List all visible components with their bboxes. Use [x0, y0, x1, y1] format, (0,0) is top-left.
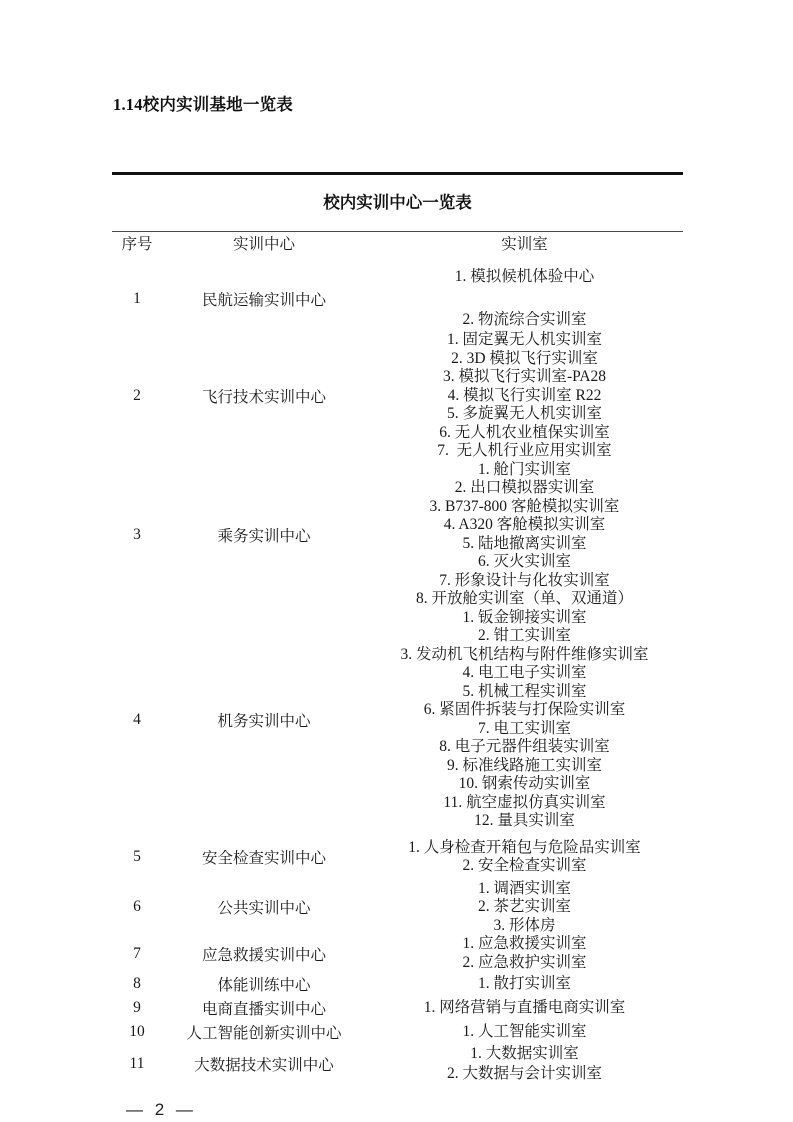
center-name: 安全检查实训中心 — [201, 850, 326, 867]
room-item: 10. 钢索传动实训室 — [458, 775, 591, 792]
room-item: 2. 物流综合实训室 — [462, 310, 587, 328]
room-item: 1. 人身检查开箱包与危险品实训室 — [408, 838, 641, 856]
table-row — [112, 609, 683, 831]
rooms-cell — [366, 1044, 683, 1084]
room-item: 2. 茶艺实训室 — [477, 898, 571, 915]
center-name: 公共实训中心 — [217, 900, 311, 918]
center-name: 飞行技术实训中心 — [201, 388, 326, 406]
center-name: 电商直播实训中心 — [201, 1001, 326, 1018]
rooms-cell — [366, 609, 683, 831]
row-number: 3 — [133, 525, 141, 543]
table-row — [112, 996, 683, 1020]
rooms-cell — [366, 331, 683, 461]
room-item: 1. 舱门实训室 — [477, 460, 571, 478]
room-item: 1. 散打实训室 — [477, 974, 571, 992]
page-number: — 2 — — [126, 1100, 193, 1119]
column-header-no: 序号 — [121, 236, 153, 253]
room-item: 7. 形象设计与化妆实训室 — [439, 571, 610, 589]
row-number: 1 — [133, 289, 141, 307]
table-row — [112, 461, 683, 609]
room-item: 5. 多旋翼无人机实训室 — [446, 405, 602, 422]
room-item: 11. 航空虚拟仿真实训室 — [443, 793, 606, 811]
room-item: 3. 模拟飞行实训室-PA28 — [442, 368, 607, 385]
room-item: 1. 钣金铆接实训室 — [462, 608, 587, 626]
rooms-cell — [366, 1020, 683, 1044]
room-item: 7. 无人机行业应用实训室 — [437, 442, 612, 459]
center-name: 人工智能创新实训中心 — [186, 1025, 342, 1042]
room-item: 8. 电子元器件组装实训室 — [439, 738, 610, 755]
center-name: 应急救援实训中心 — [201, 946, 326, 964]
center-name: 大数据技术实训中心 — [194, 1057, 334, 1074]
room-item: 1. 调酒实训室 — [477, 879, 571, 897]
room-item: 3. 形体房 — [493, 916, 556, 934]
row-number: 6 — [133, 898, 141, 916]
table-title: 校内实训中心一览表 — [112, 172, 683, 232]
room-item: 2. 钳工实训室 — [477, 627, 571, 644]
table-header-row — [112, 232, 683, 254]
table-row — [112, 972, 683, 996]
room-item: 5. 机械工程实训室 — [462, 682, 587, 700]
room-item: 1. 网络营销与直播电商实训室 — [423, 998, 626, 1016]
room-item: 2. 应急救护实训室 — [462, 953, 587, 971]
row-number: 5 — [133, 848, 141, 865]
table-row — [112, 331, 683, 461]
room-item: 12. 量具实训室 — [474, 812, 575, 829]
rooms-cell — [366, 996, 683, 1020]
room-item: 2. 大数据与会计实训室 — [446, 1065, 602, 1082]
room-item: 1. 固定翼无人机实训室 — [446, 331, 602, 348]
rooms-cell — [366, 461, 683, 609]
room-item: 9. 标准线路施工实训室 — [446, 756, 602, 774]
table-row — [112, 935, 683, 972]
room-item: 1. 人工智能实训室 — [462, 1022, 587, 1040]
room-item: 4. A320 客舱模拟实训室 — [443, 516, 606, 533]
room-item: 6. 紧固件拆装与打保险实训室 — [423, 701, 626, 718]
rooms-cell — [366, 254, 683, 331]
row-number: 4 — [133, 710, 141, 728]
center-name: 机务实训中心 — [217, 712, 311, 730]
table-row — [112, 1044, 683, 1084]
column-header-room: 实训室 — [501, 236, 548, 253]
center-name: 民航运输实训中心 — [201, 291, 326, 309]
room-item: 1. 模拟候机体验中心 — [454, 268, 595, 285]
rooms-cell — [366, 935, 683, 972]
table-row — [112, 876, 683, 936]
room-item: 3. B737-800 客舱模拟实训室 — [429, 497, 620, 515]
room-item: 1. 应急救援实训室 — [462, 935, 587, 952]
room-item: 6. 无人机农业植保实训室 — [439, 423, 610, 441]
column-header-center: 实训中心 — [232, 236, 295, 253]
table-row — [112, 254, 683, 331]
table-row — [112, 831, 683, 876]
training-centers-table — [112, 232, 683, 1084]
room-item: 6. 灭火实训室 — [477, 553, 571, 570]
room-item: 2. 安全检查实训室 — [462, 857, 587, 874]
row-number: 9 — [133, 999, 141, 1016]
row-number: 8 — [133, 975, 141, 992]
room-item: 3. 发动机飞机结构与附件维修实训室 — [400, 645, 649, 663]
center-name: 体能训练中心 — [217, 977, 311, 994]
table-row — [112, 1020, 683, 1044]
rooms-cell — [366, 972, 683, 996]
room-item: 2. 出口模拟器实训室 — [454, 479, 595, 496]
room-item: 4. 电工电子实训室 — [462, 664, 587, 681]
room-item: 7. 电工实训室 — [477, 719, 571, 737]
room-item: 1. 大数据实训室 — [470, 1045, 579, 1062]
row-number: 11 — [129, 1055, 145, 1072]
room-item: 8. 开放舱实训室（单、双通道） — [415, 590, 633, 607]
room-item: 2. 3D 模拟飞行实训室 — [451, 349, 598, 367]
section-heading: 1.14校内实训基地一览表 — [113, 95, 293, 114]
rooms-cell — [366, 876, 683, 936]
center-name: 乘务实训中心 — [217, 527, 311, 545]
training-centers-table-block — [112, 172, 683, 1084]
room-item: 4. 模拟飞行实训室 R22 — [447, 386, 602, 404]
row-number: 2 — [133, 386, 141, 404]
rooms-cell — [366, 831, 683, 876]
row-number: 7 — [133, 944, 141, 962]
row-number: 10 — [129, 1023, 145, 1040]
room-item: 5. 陆地撤离实训室 — [462, 534, 587, 552]
